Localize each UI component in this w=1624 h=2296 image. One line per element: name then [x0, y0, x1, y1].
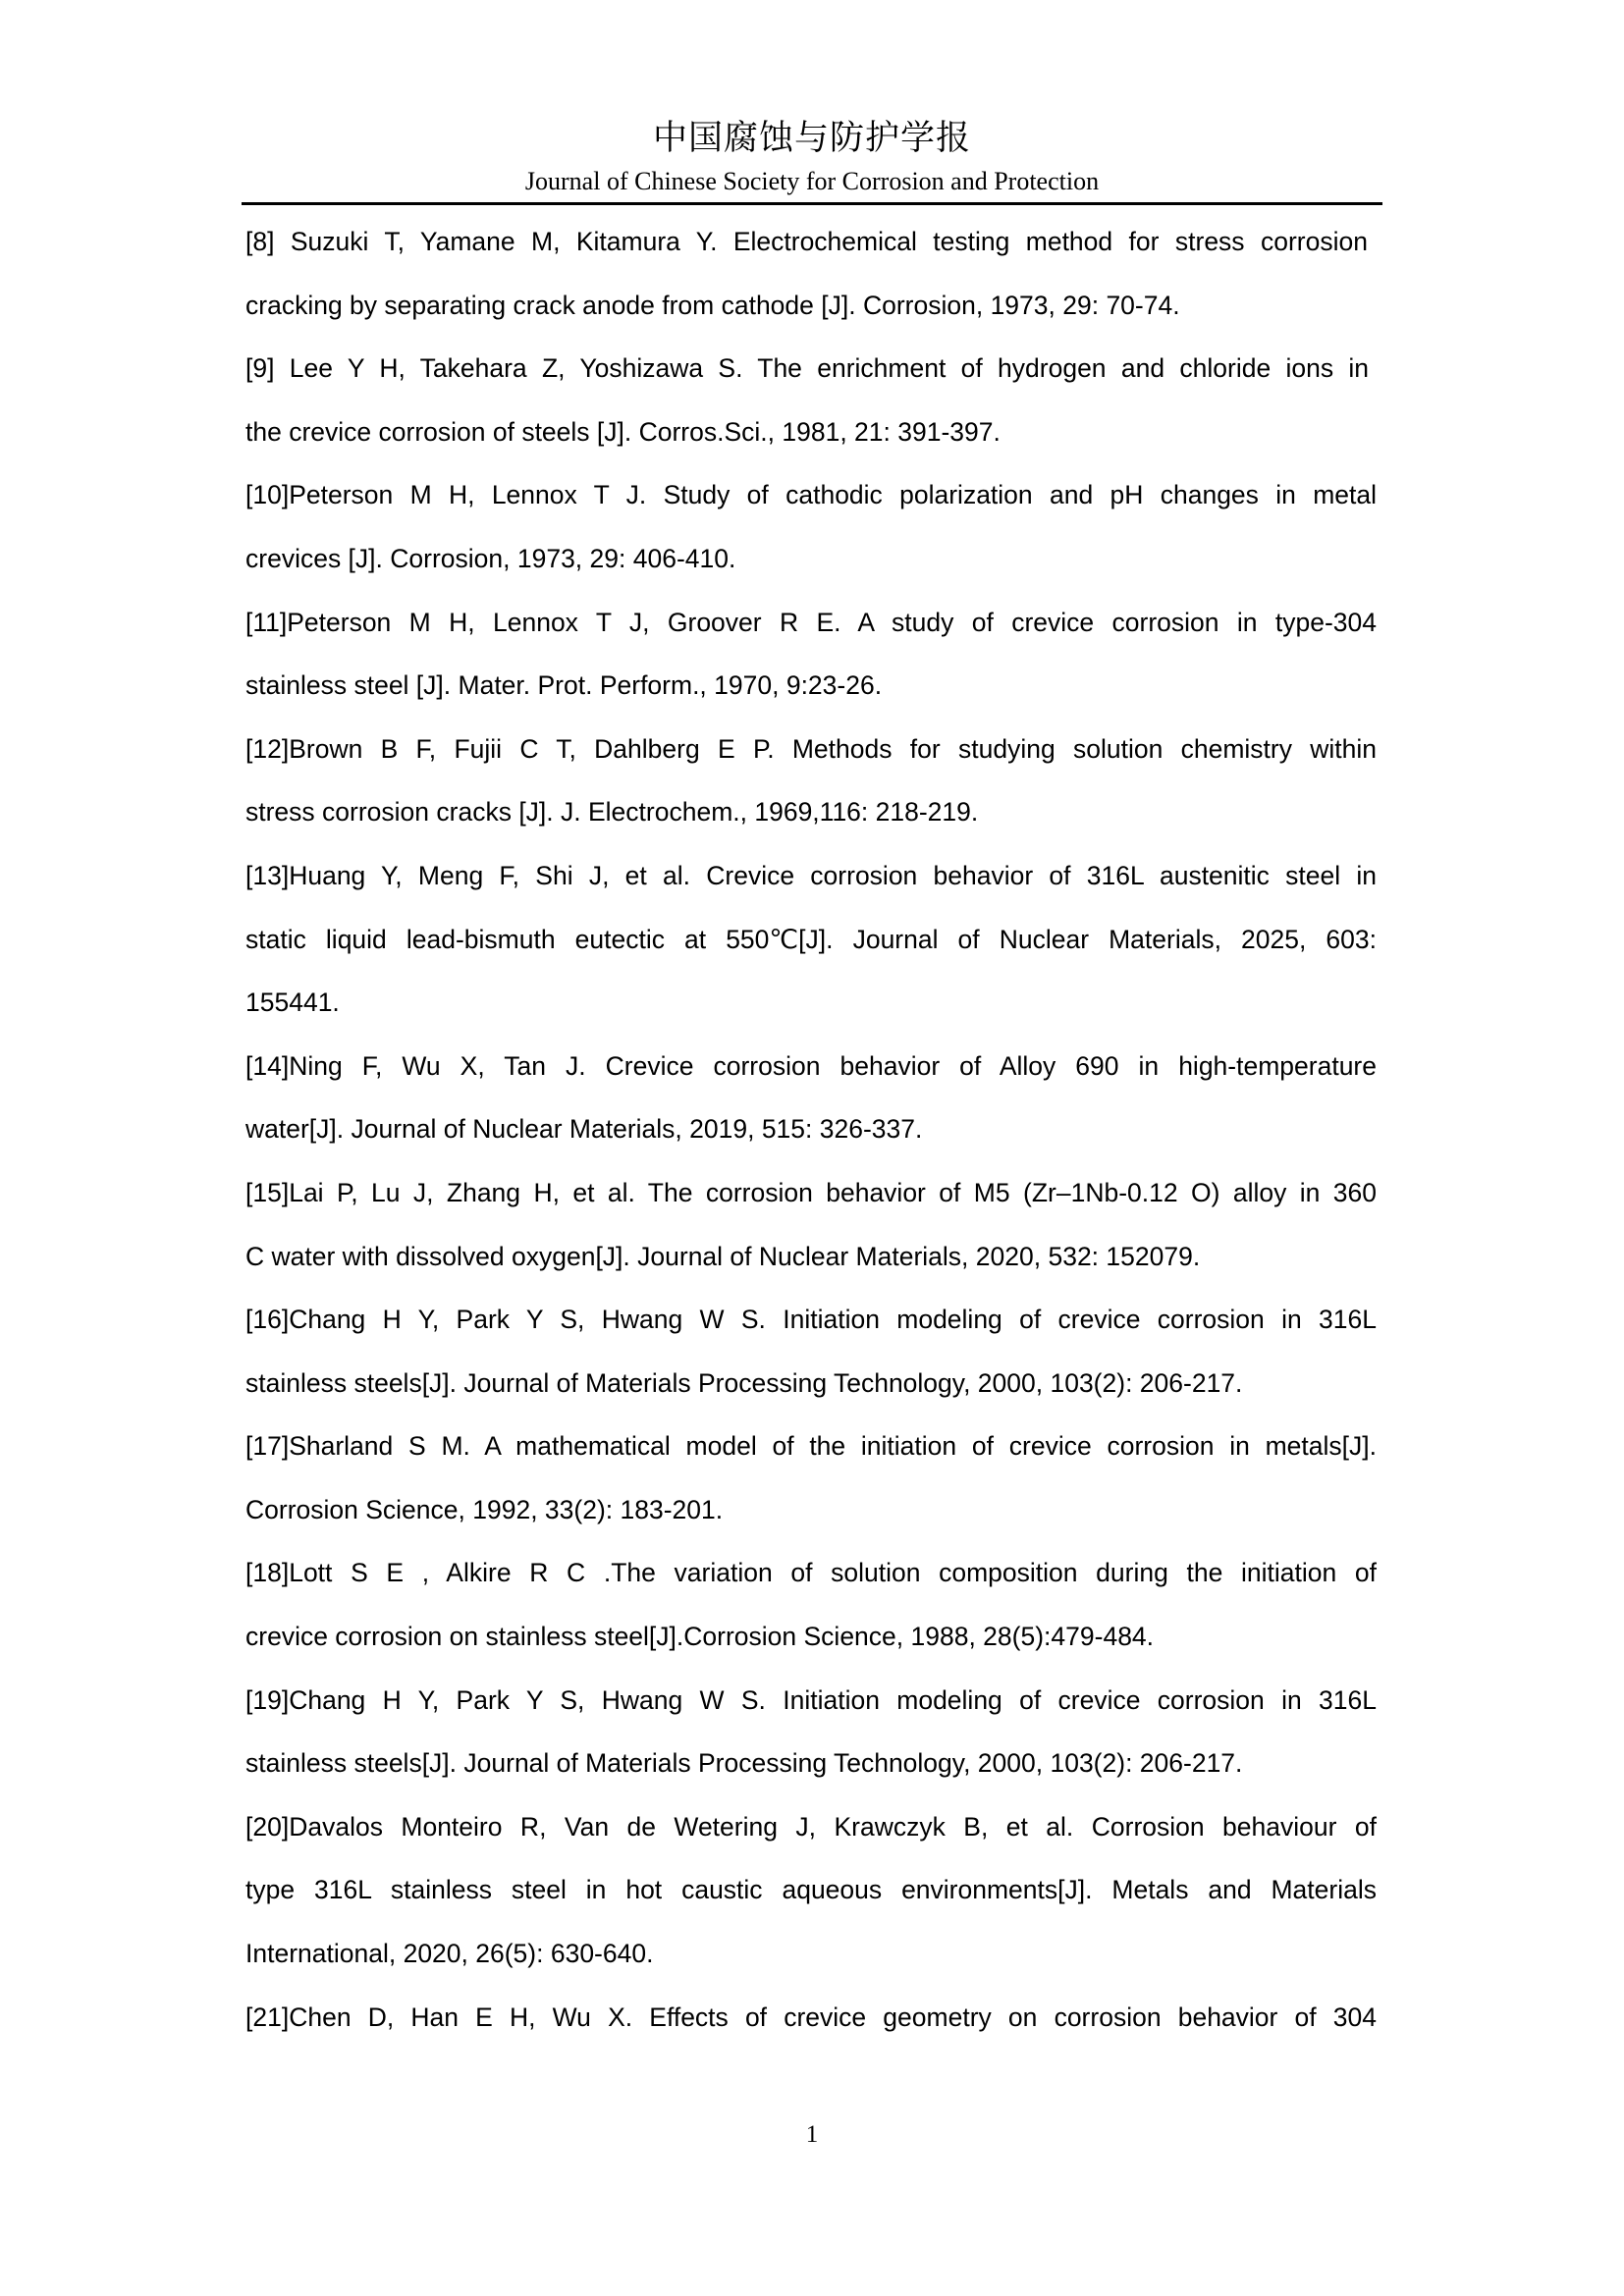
reference-entry: [245, 1683, 1377, 1810]
page-number: 1: [805, 2121, 819, 2148]
reference-entry: [245, 1176, 1377, 1303]
reference-line: International, 2020, 26(5): 630-640.: [245, 1939, 654, 1969]
reference-line: water[J]. Journal of Nuclear Materials, 2019, 515: 326-337.: [245, 1114, 923, 1145]
reference-entry: [245, 351, 1377, 478]
reference-entry: [245, 732, 1377, 859]
reference-line: [15]Lai P, Lu J, Zhang H, et al. The corrosion behavior of M5 (Zr–1Nb-0.12 O) alloy in 360: [245, 1177, 1377, 1207]
reference-entry: [245, 606, 1377, 732]
reference-line: [8] Suzuki T, Yamane M, Kitamura Y. Electrochemical testing method for stress corrosion: [245, 227, 1368, 256]
reference-line: stress corrosion cracks [J]. J. Electrochem., 1969,116: 218-219.: [245, 797, 979, 828]
reference-list: [245, 225, 1377, 2063]
reference-line: [20]Davalos Monteiro R, Van de Wetering J, Krawczyk B, et al. Corrosion behaviour of: [245, 1811, 1377, 1842]
journal-title-chinese: 中国腐蚀与防护学报: [652, 119, 971, 158]
reference-line: Corrosion Science, 1992, 33(2): 183-201.: [245, 1494, 724, 1524]
reference-entry: [245, 1810, 1377, 2001]
journal-title-english: Journal of Chinese Society for Corrosion and Protection: [524, 167, 1100, 195]
reference-line: [17]Sharland S M. A mathematical model of the initiation of crevice corrosion in metals[J].: [245, 1431, 1377, 1462]
reference-line: [16]Chang H Y, Park Y S, Hwang W S. Initiation modeling of crevice corrosion in 316L: [245, 1305, 1377, 1335]
reference-line: static liquid lead-bismuth eutectic at 550℃[J]. Journal of Nuclear Materials, 2025, 603:: [245, 924, 1377, 954]
reference-line: cracking by separating crack anode from cathode [J]. Corrosion, 1973, 29: 70-74.: [245, 290, 1180, 320]
reference-entry: [245, 478, 1377, 605]
reference-line: crevice corrosion on stainless steel[J].Corrosion Science, 1988, 28(5):479-484.: [245, 1622, 1155, 1652]
reference-entry: [245, 1556, 1377, 1682]
reference-entry: [245, 225, 1377, 351]
reference-line: [11]Peterson M H, Lennox T J, Groover R E. A study of crevice corrosion in type-304: [245, 607, 1377, 637]
reference-line: [12]Brown B F, Fujii C T, Dahlberg E P. Methods for studying solution chemistry within: [245, 733, 1377, 764]
reference-line: [9] Lee Y H, Takehara Z, Yoshizawa S. The enrichment of hydrogen and chloride ions in: [245, 353, 1370, 384]
reference-line: stainless steel [J]. Mater. Prot. Perform., 1970, 9:23-26.: [245, 670, 883, 701]
reference-line: stainless steels[J]. Journal of Materials Processing Technology, 2000, 103(2): 206-217.: [245, 1748, 1243, 1779]
reference-line: [14]Ning F, Wu X, Tan J. Crevice corrosion behavior of Alloy 690 in high-temperature: [245, 1050, 1377, 1081]
reference-line: [18]Lott S E , Alkire R C .The variation of solution composition during the initiation of: [245, 1558, 1377, 1588]
reference-line: crevices [J]. Corrosion, 1973, 29: 406-410.: [245, 543, 736, 573]
header-rule: [242, 202, 1382, 205]
reference-line: C water with dissolved oxygen[J]. Journal of Nuclear Materials, 2020, 532: 152079.: [245, 1241, 1201, 1271]
reference-line: stainless steels[J]. Journal of Materials Processing Technology, 2000, 103(2): 206-217.: [245, 1367, 1243, 1398]
reference-entry: [245, 1049, 1377, 1176]
reference-line: [13]Huang Y, Meng F, Shi J, et al. Crevice corrosion behavior of 316L austenitic steel in: [245, 860, 1377, 890]
reference-line: 155441.: [245, 988, 340, 1018]
reference-line: [19]Chang H Y, Park Y S, Hwang W S. Initiation modeling of crevice corrosion in 316L: [245, 1684, 1377, 1715]
reference-entry: [245, 1429, 1377, 1556]
reference-entry: [245, 2001, 1377, 2064]
reference-entry: [245, 1303, 1377, 1429]
reference-entry: [245, 859, 1377, 1049]
reference-line: [10]Peterson M H, Lennox T J. Study of cathodic polarization and pH changes in metal: [245, 480, 1377, 510]
reference-line: type 316L stainless steel in hot caustic aqueous environments[J]. Metals and Materials: [245, 1875, 1377, 1905]
reference-line: [21]Chen D, Han E H, Wu X. Effects of crevice geometry on corrosion behavior of 304: [245, 2002, 1377, 2032]
reference-line: the crevice corrosion of steels [J]. Corros.Sci., 1981, 21: 391-397.: [245, 416, 1001, 447]
